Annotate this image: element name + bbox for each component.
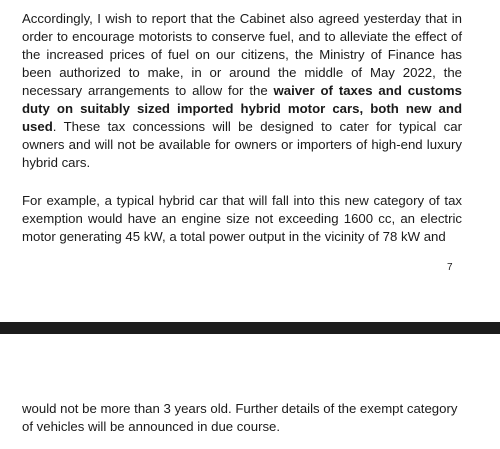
document-page-lower: [0, 334, 500, 449]
paragraph-fuel-conservation: [22, 10, 462, 172]
paragraph-bold-emphasis: waiver of taxes and customs duty on suitably sized imported hybrid motor cars, both new and used: [22, 83, 462, 134]
paragraph-lead-text: Accordingly, I wish to report that the Cabinet also agreed yesterday that in order to encourage motorists to conserve fuel, and to alleviate the effect of the increased prices of fuel on our citizens, the Ministry of Finance has been authorized to make, in or around the middle of May 2022, the necessary arrangements to allow for the: [22, 11, 462, 98]
page-separator-bar: [0, 322, 500, 334]
paragraph-hybrid-example: For example, a typical hybrid car that will fall into this new category of tax exemption would have an engine size not exceeding 1600 cc, an electric motor generating 45 kW, a total power output in the vicinity of 78 kW and: [22, 193, 462, 244]
paragraph-tail-text: . These tax concessions will be designed to cater for typical car owners and will not be available for owners or importers of high-end luxury hybrid cars.: [22, 119, 462, 170]
paragraph-continuation: would not be more than 3 years old. Further details of the exempt category of vehicles will be announced in due course.: [22, 401, 458, 434]
page-number: 7: [447, 262, 453, 273]
